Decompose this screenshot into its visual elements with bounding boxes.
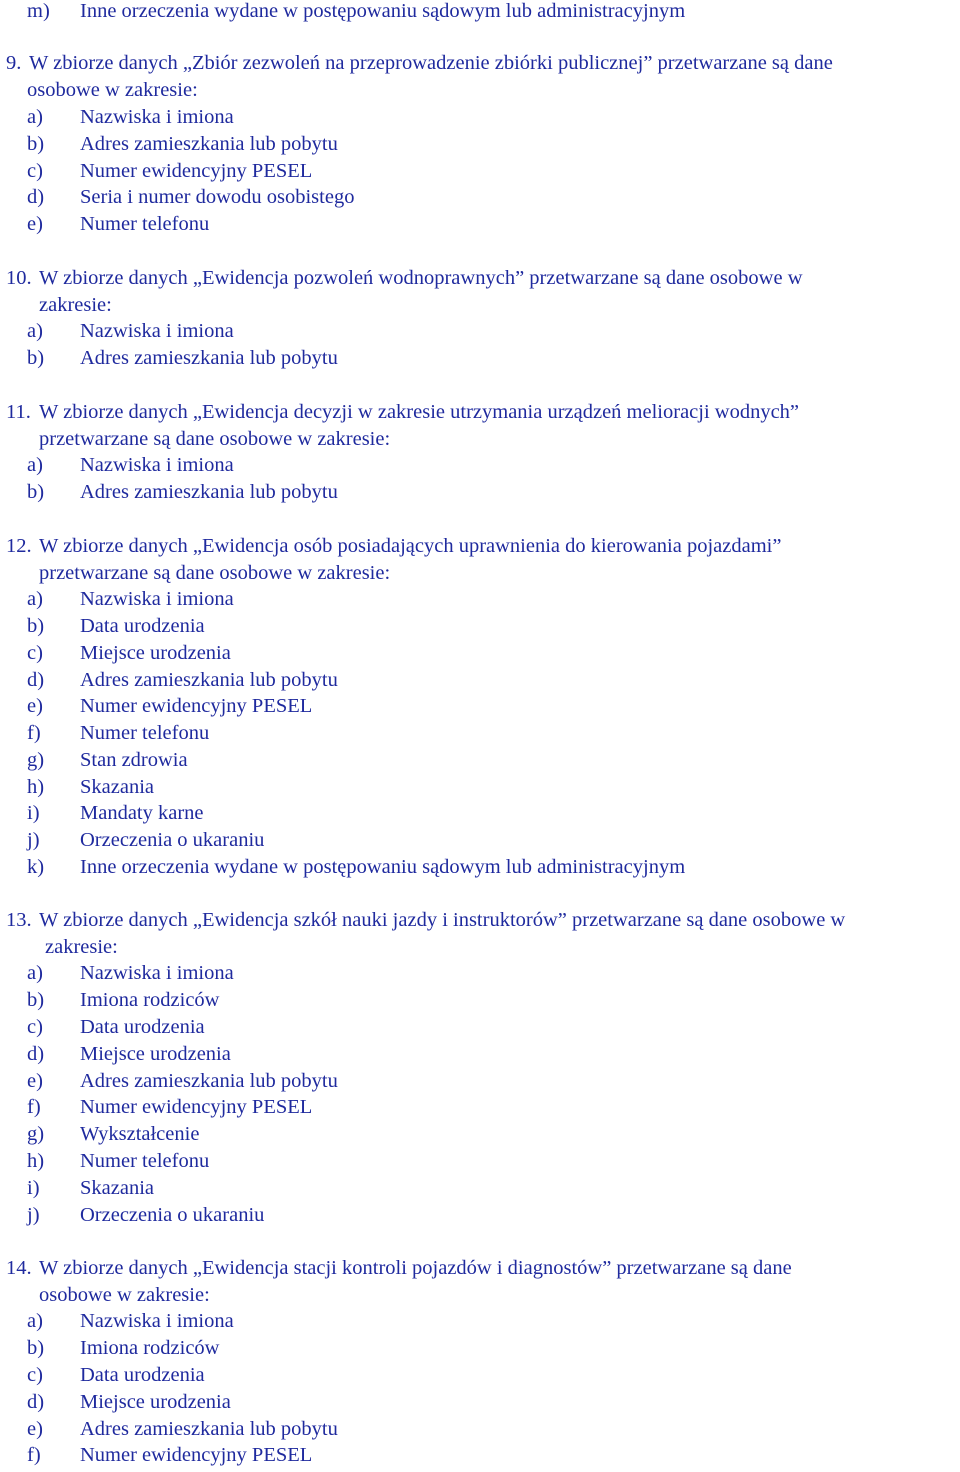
section-heading: W zbiorze danych „Ewidencja osób posiadających uprawnienia do kierowania pojazdami” bbox=[39, 535, 782, 557]
list-item-label: c) bbox=[27, 160, 43, 182]
list-item-text: Numer ewidencyjny PESEL bbox=[80, 1096, 313, 1118]
list-item-text: Adres zamieszkania lub pobytu bbox=[80, 347, 338, 369]
list-item-label: b) bbox=[27, 347, 45, 369]
list-item-label: d) bbox=[27, 186, 45, 208]
list-item-label: c) bbox=[27, 642, 43, 664]
list-item-text: Nazwiska i imiona bbox=[80, 106, 234, 128]
list-item-text: Inne orzeczenia wydane w postępowaniu sądowym lub administracyjnym bbox=[80, 856, 686, 878]
section-heading-continued: zakresie: bbox=[45, 936, 118, 958]
list-item-text: Data urodzenia bbox=[80, 1364, 205, 1386]
list-item-text: Skazania bbox=[80, 776, 154, 798]
list-item-label: k) bbox=[27, 856, 45, 878]
list-item-label: a) bbox=[27, 962, 43, 984]
list-item-text: Numer telefonu bbox=[80, 213, 210, 235]
list-item-text: Data urodzenia bbox=[80, 1016, 205, 1038]
list-item-text: Data urodzenia bbox=[80, 615, 205, 637]
list-item-text: Numer ewidencyjny PESEL bbox=[80, 160, 313, 182]
section-heading-continued: przetwarzane są dane osobowe w zakresie: bbox=[39, 428, 391, 450]
list-item-label: b) bbox=[27, 989, 45, 1011]
list-item-text: Skazania bbox=[80, 1177, 154, 1199]
list-item-text: Seria i numer dowodu osobistego bbox=[80, 186, 355, 208]
list-item-text: Stan zdrowia bbox=[80, 749, 188, 771]
list-item-label: e) bbox=[27, 1070, 43, 1092]
list-item-text: Inne orzeczenia wydane w postępowaniu sądowym lub administracyjnym bbox=[80, 0, 686, 22]
list-item-label: c) bbox=[27, 1016, 43, 1038]
list-item-label: e) bbox=[27, 695, 43, 717]
section-number: 12. bbox=[6, 535, 32, 557]
list-item-text: Imiona rodziców bbox=[80, 989, 220, 1011]
list-item-text: Adres zamieszkania lub pobytu bbox=[80, 133, 338, 155]
list-item-label: f) bbox=[27, 722, 41, 744]
list-item-text: Numer ewidencyjny PESEL bbox=[80, 1444, 313, 1466]
list-item-text: Adres zamieszkania lub pobytu bbox=[80, 481, 338, 503]
list-item-label: j) bbox=[27, 829, 40, 851]
list-item-text: Adres zamieszkania lub pobytu bbox=[80, 669, 338, 691]
list-item-label: a) bbox=[27, 588, 43, 610]
list-item-label: a) bbox=[27, 454, 43, 476]
list-item-text: Numer telefonu bbox=[80, 722, 210, 744]
list-item-label: b) bbox=[27, 133, 45, 155]
list-item-text: Miejsce urodzenia bbox=[80, 642, 231, 664]
list-item-label: i) bbox=[27, 802, 40, 824]
list-item-label: b) bbox=[27, 1337, 45, 1359]
list-item-label: c) bbox=[27, 1364, 43, 1386]
list-item-label: g) bbox=[27, 1123, 45, 1145]
section-heading-continued: zakresie: bbox=[39, 294, 112, 316]
list-item-text: Wykształcenie bbox=[80, 1123, 200, 1145]
list-item-text: Orzeczenia o ukaraniu bbox=[80, 1204, 265, 1226]
list-item-text: Nazwiska i imiona bbox=[80, 454, 234, 476]
list-item-label: g) bbox=[27, 749, 45, 771]
list-item-text: Miejsce urodzenia bbox=[80, 1043, 231, 1065]
list-item-label: f) bbox=[27, 1096, 41, 1118]
section-number: 9. bbox=[6, 52, 22, 74]
section-number: 11. bbox=[6, 401, 31, 423]
list-item-text: Nazwiska i imiona bbox=[80, 1310, 234, 1332]
section-number: 10. bbox=[6, 267, 32, 289]
section-heading: W zbiorze danych „Ewidencja pozwoleń wodnoprawnych” przetwarzane są dane osobowe w bbox=[39, 267, 803, 289]
section-heading: W zbiorze danych „Zbiór zezwoleń na przeprowadzenie zbiórki publicznej” przetwarzane są dane bbox=[29, 52, 833, 74]
list-item-text: Imiona rodziców bbox=[80, 1337, 220, 1359]
list-item-text: Orzeczenia o ukaraniu bbox=[80, 829, 265, 851]
list-item-text: Numer telefonu bbox=[80, 1150, 210, 1172]
section-number: 13. bbox=[6, 909, 32, 931]
list-item-label: e) bbox=[27, 1418, 43, 1440]
list-item-label: a) bbox=[27, 106, 43, 128]
list-item-text: Adres zamieszkania lub pobytu bbox=[80, 1418, 338, 1440]
list-item-label: b) bbox=[27, 615, 45, 637]
list-item-label: d) bbox=[27, 1043, 45, 1065]
list-item-label: a) bbox=[27, 320, 43, 342]
list-item-text: Nazwiska i imiona bbox=[80, 962, 234, 984]
section-heading-continued: osobowe w zakresie: bbox=[39, 1284, 210, 1306]
list-item-label: h) bbox=[27, 776, 45, 798]
section-heading-continued: osobowe w zakresie: bbox=[27, 79, 198, 101]
list-item-label: j) bbox=[27, 1204, 40, 1226]
list-item-text: Mandaty karne bbox=[80, 802, 204, 824]
list-item-text: Numer ewidencyjny PESEL bbox=[80, 695, 313, 717]
list-item-label: e) bbox=[27, 213, 43, 235]
list-item-label: i) bbox=[27, 1177, 40, 1199]
list-item-text: Miejsce urodzenia bbox=[80, 1391, 231, 1413]
list-item-text: Adres zamieszkania lub pobytu bbox=[80, 1070, 338, 1092]
list-item-label: d) bbox=[27, 1391, 45, 1413]
list-item-label: f) bbox=[27, 1444, 41, 1466]
section-heading: W zbiorze danych „Ewidencja szkół nauki jazdy i instruktorów” przetwarzane są dane osobowe w bbox=[39, 909, 846, 931]
section-heading: W zbiorze danych „Ewidencja stacji kontroli pojazdów i diagnostów” przetwarzane są dane bbox=[39, 1257, 792, 1279]
section-number: 14. bbox=[6, 1257, 32, 1279]
list-item-label: d) bbox=[27, 669, 45, 691]
list-item-text: Nazwiska i imiona bbox=[80, 588, 234, 610]
section-heading: W zbiorze danych „Ewidencja decyzji w zakresie utrzymania urządzeń melioracji wodnych” bbox=[39, 401, 800, 423]
list-item-label: a) bbox=[27, 1310, 43, 1332]
list-item-label: h) bbox=[27, 1150, 45, 1172]
list-item-label: b) bbox=[27, 481, 45, 503]
list-item-text: Nazwiska i imiona bbox=[80, 320, 234, 342]
section-heading-continued: przetwarzane są dane osobowe w zakresie: bbox=[39, 562, 391, 584]
list-item-label: m) bbox=[27, 0, 50, 22]
